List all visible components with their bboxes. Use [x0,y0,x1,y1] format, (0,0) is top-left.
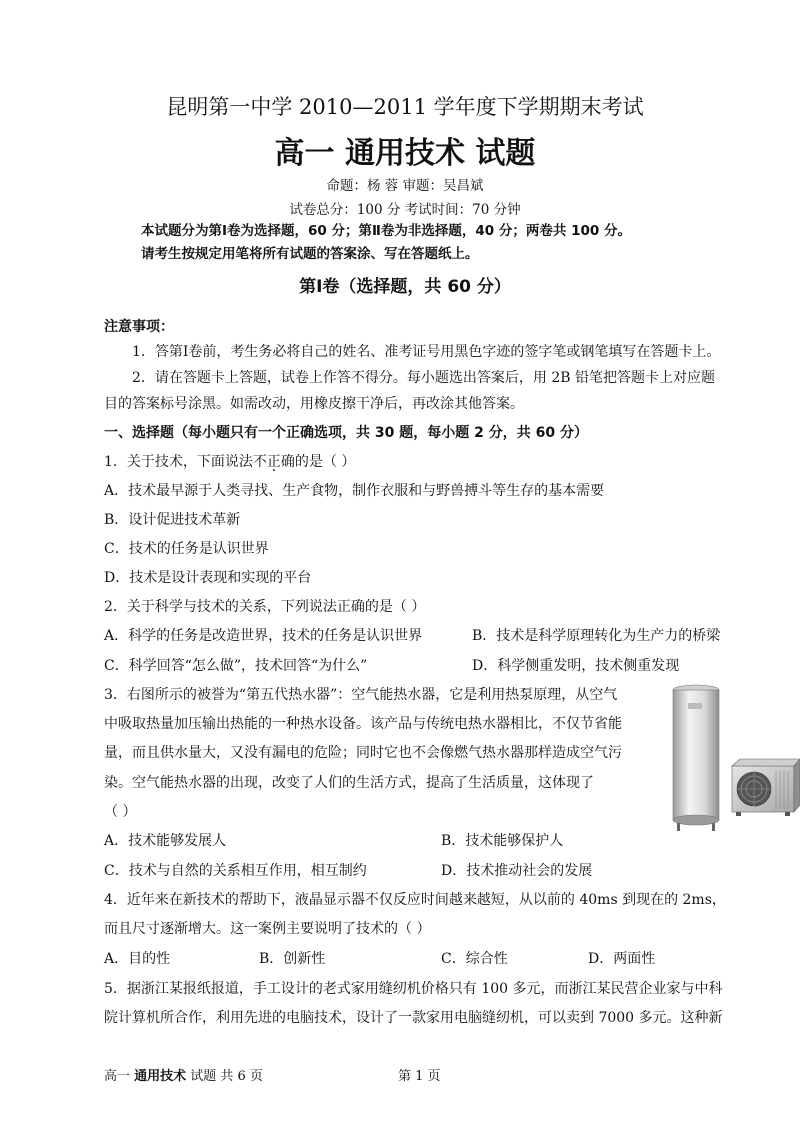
question-5-line-2: 院计算机所合作，利用先进的电脑技术，设计了一款家用电脑缝纫机，可以卖到 7000 多元。这种新 [104,1010,723,1026]
question-3-line-2: 中吸取热量加压输出热能的一种热水设备。该产品与传统电热水器相比，不仅节省能 [104,716,622,732]
question-1-emphasis: 不正确 [252,454,295,470]
footer-course [104,1068,263,1086]
question-2: 2．关于科学与技术的关系，下列说法正确的是（ ） [104,599,426,615]
q1-option-b: B．设计促进技术革新 [104,512,241,528]
q4-option-d: D．两面性 [588,951,656,967]
intro-line-2: 请考生按规定用笔将所有试题的答案涂、写在答题纸上。 [141,246,479,262]
question-3-line-5: （ ） [104,804,137,820]
question-4-line-1: 4．近年来在新技术的帮助下，液晶显示器不仅反应时间越来越短，从以前的 40ms 到现在的 2ms， [104,892,726,908]
question-5-line-1: 5．据浙江某报纸报道，手工设计的老式家用缝纫机价格只有 100 多元，而浙江某民营企业家与中科 [104,981,723,997]
q3-option-d: D．技术推动社会的发展 [441,863,593,879]
intro-line-1: 本试题分为第Ⅰ卷为选择题，60 分；第Ⅱ卷为非选择题，40 分；两卷共 100 分。 [141,223,631,239]
question-3-line-4: 染。空气能热水器的出现，改变了人们的生活方式，提高了生活质量，这体现了 [104,775,594,791]
school-title: 昆明第一中学 2010—2011 学年度下学期期末考试 [166,95,644,119]
q4-option-b: B．创新性 [259,951,326,967]
q3-option-c: C．技术与自然的关系相互作用，相互制约 [104,863,367,879]
notice-heading: 注意事项： [104,319,174,335]
q2-option-a: A．科学的任务是改造世界，技术的任务是认识世界 [104,628,423,644]
question-1 [104,452,355,472]
author-line: 命题：杨 蓉 审题：吴昌斌 [326,178,484,194]
question-4-line-2: 而且尺寸逐渐增大。这一案例主要说明了技术的（ ） [104,921,431,937]
part1-heading: 一、选择题（每小题只有一个正确选项，共 30 题，每小题 2 分，共 60 分） [104,425,588,441]
q1-option-a: A．技术最早源于人类寻找、生产食物，制作衣服和与野兽搏斗等生存的基本需要 [104,483,605,499]
notice-item-2-line-2: 目的答案标号涂黑。如需改动，用橡皮擦干净后，再改涂其他答案。 [104,396,524,412]
q3-option-a: A．技术能够发展人 [104,833,227,849]
footer-course-suffix: 试题 共 6 页 [186,1069,263,1084]
q2-option-d: D．科学侧重发明，技术侧重发现 [472,658,680,674]
q4-option-c: C．综合性 [441,951,508,967]
section-title: 第Ⅰ卷（选择题，共 60 分） [299,277,511,297]
score-time-line: 试卷总分：100 分 考试时间：70 分钟 [289,202,521,218]
notice-item-2-line-1: 2．请在答题卡上答题，试卷上作答不得分。每小题选出答案后，用 2B 铅笔把答题卡上对应题 [132,370,716,386]
q1-option-c: C．技术的任务是认识世界 [104,541,269,557]
q4-option-a: A．目的性 [104,951,171,967]
question-3-line-3: 量，而且供水量大，又没有漏电的危险；同时它也不会像燃气热水器那样造成空气污 [104,745,622,761]
question-1-text-a: 1．关于技术，下面说法 [104,454,253,470]
air-heat-pump-water-heater-image [672,683,800,833]
footer-page-number: 第 1 页 [398,1069,441,1084]
question-3-line-1: 3．右图所示的被誉为“第五代热水器”：空气能热水器，它是利用热泵原理，从空气 [104,687,618,703]
question-1-text-b: 的是（ ） [294,454,356,470]
footer-course-prefix: 高一 [104,1069,135,1084]
q2-option-c: C．科学回答“怎么做”，技术回答“为什么” [104,658,368,674]
q2-option-b: B．技术是科学原理转化为生产力的桥梁 [472,628,721,644]
exam-title: 高一 通用技术 试题 [274,136,536,171]
notice-item-1: 1．答第Ⅰ卷前，考生务必将自己的姓名、准考证号用黑色字迹的签字笔或钢笔填写在答题卡上。 [132,344,721,360]
q3-option-b: B．技术能够保护人 [441,833,564,849]
footer-course-name: 通用技术 [134,1069,187,1084]
q1-option-d: D．技术是设计表现和实现的平台 [104,570,312,586]
